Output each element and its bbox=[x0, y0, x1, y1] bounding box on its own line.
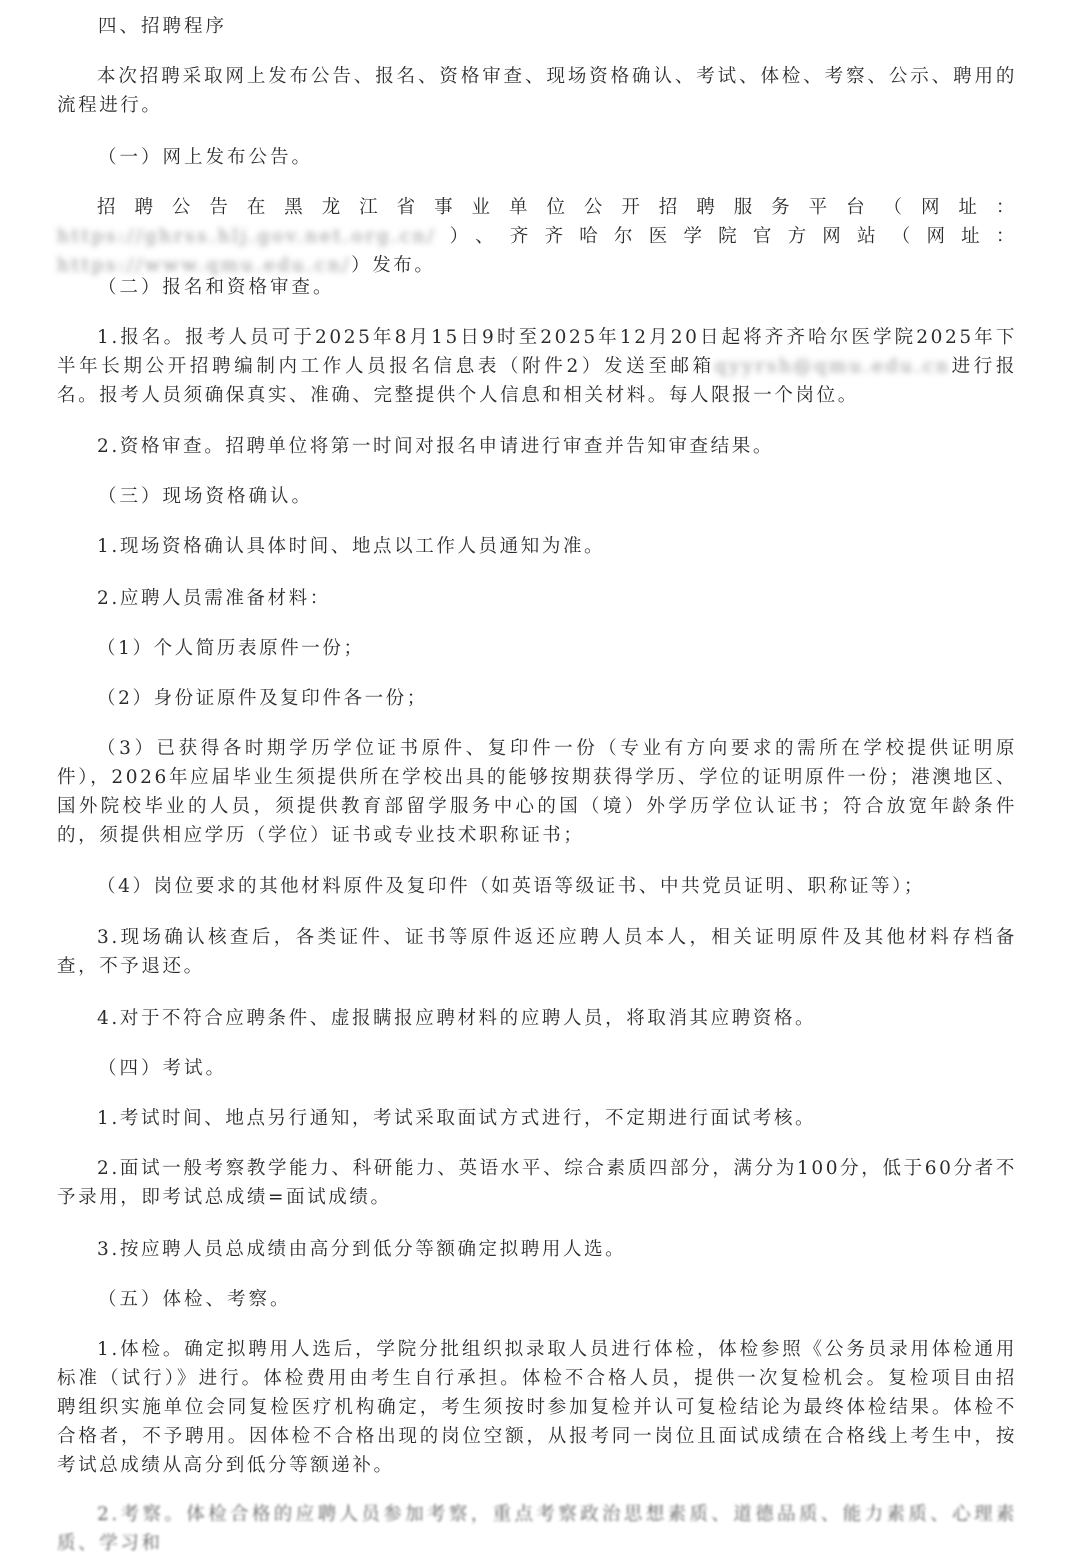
exam-time-paragraph: 1.考试时间、地点另行通知，考试采取面试方式进行，不定期进行面试考核。 bbox=[97, 1108, 817, 1129]
onsite-return-paragraph: 3.现场确认核查后，各类证件、证书等原件返还应聘人员本人，相关证明原件及其他材料存档备查，不予退还。 bbox=[57, 927, 1017, 977]
subsection-5-title: （五）体检、考察。 bbox=[98, 1289, 292, 1310]
registration-text-a: 1.报名。报考人员可于2025年8月15日9时至2025年12月20日起将齐齐哈尔医学院2025年下半年长期公开招聘编制内工作人员报名信息表（附件2）发送至邮箱 bbox=[57, 327, 1017, 377]
section-title: 四、招聘程序 bbox=[98, 16, 228, 37]
onsite-time-paragraph: 1.现场资格确认具体时间、地点以工作人员通知为准。 bbox=[97, 536, 606, 557]
candidate-selection-paragraph: 3.按应聘人员总成绩由高分到低分等额确定拟聘用人选。 bbox=[97, 1239, 627, 1260]
platform-url-redacted: https://ghrss.hlj.gov.net.org.cn/ bbox=[57, 226, 437, 247]
medical-exam-paragraph: 1.体检。确定拟聘用人选后，学院分批组织拟录取人员进行体检，体检参照《公务员录用体检通用标准（试行）》进行。体检费用由考生自行承担。体检不合格人员，提供一次复检机会。复检项目由招聘组织实施单位会同复检医疗机构确定，考生须按时参加复检并认可复检结论为最终体检结果。体检不合格者，不予聘用。因体检不合格出现的岗位空额，从报考同一岗位且面试成绩在合格线上考生中，按考试总成绩从高分到低分等额递补。 bbox=[57, 1339, 1017, 1476]
subsection-1-title: （一）网上发布公告。 bbox=[98, 147, 314, 168]
disqualification-paragraph: 4.对于不符合应聘条件、虚报瞒报应聘材料的应聘人员，将取消其应聘资格。 bbox=[97, 1008, 817, 1029]
material-item-2: （2）身份证原件及复印件各一份； bbox=[97, 688, 428, 709]
materials-intro-paragraph: 2.应聘人员需准备材料： bbox=[97, 588, 331, 609]
material-item-4: （4）岗位要求的其他材料原件及复印件（如英语等级证书、中共党员证明、职称证等）； bbox=[97, 876, 926, 897]
registration-paragraph bbox=[57, 323, 1017, 410]
announcement-text-b: ）、齐齐哈尔医学院官方网站（网址： bbox=[436, 226, 1017, 247]
registration-text-b: 进行报名。报考人员须确保真实、准确、完整提供个人信息和相关材料。每人限报一个岗位。 bbox=[57, 356, 1017, 406]
material-item-1: （1）个人简历表原件一份； bbox=[97, 638, 365, 659]
inspection-paragraph-partial: 2.考察。体检合格的应聘人员参加考察，重点考察政治思想素质、道德品质、能力素质、心理素质、学习和 bbox=[57, 1504, 1017, 1554]
email-redacted: qyyrsh@qmu.edu.cn bbox=[714, 356, 951, 377]
material-item-3: （3）已获得各时期学历学位证书原件、复印件一份（专业有方向要求的需所在学校提供证明原件），2026年应届毕业生须提供所在学校出具的能够按期获得学历、学位的证明原件一份；港澳地区、国外院校毕业的人员，须提供教育部留学服务中心的国（境）外学历学位认证书；符合放宽年龄条件的，须提供相应学历（学位）证书或专业技术职称证书； bbox=[57, 738, 1017, 846]
subsection-2-title: （二）报名和资格审查。 bbox=[98, 277, 335, 298]
intro-paragraph: 本次招聘采取网上发布公告、报名、资格审查、现场资格确认、考试、体检、考察、公示、聘用的流程进行。 bbox=[57, 66, 1017, 116]
announcement-text-a: 招聘公告在黑龙江省事业单位公开招聘服务平台（网址： bbox=[97, 197, 1017, 218]
exam-scoring-paragraph: 2.面试一般考察教学能力、科研能力、英语水平、综合素质四部分，满分为100分，低于60分者不予录用，即考试总成绩=面试成绩。 bbox=[57, 1158, 1017, 1208]
subsection-4-title: （四）考试。 bbox=[98, 1058, 228, 1079]
qualification-review-paragraph: 2.资格审查。招聘单位将第一时间对报名申请进行审查并告知审查结果。 bbox=[97, 436, 774, 457]
college-url-redacted: https://www.qmu.edu.cn/ bbox=[57, 255, 352, 276]
announcement-paragraph bbox=[57, 193, 1017, 280]
announcement-text-c: ）发布。 bbox=[351, 255, 436, 276]
subsection-3-title: （三）现场资格确认。 bbox=[98, 486, 314, 507]
cut-off-paragraph bbox=[57, 1490, 1017, 1554]
